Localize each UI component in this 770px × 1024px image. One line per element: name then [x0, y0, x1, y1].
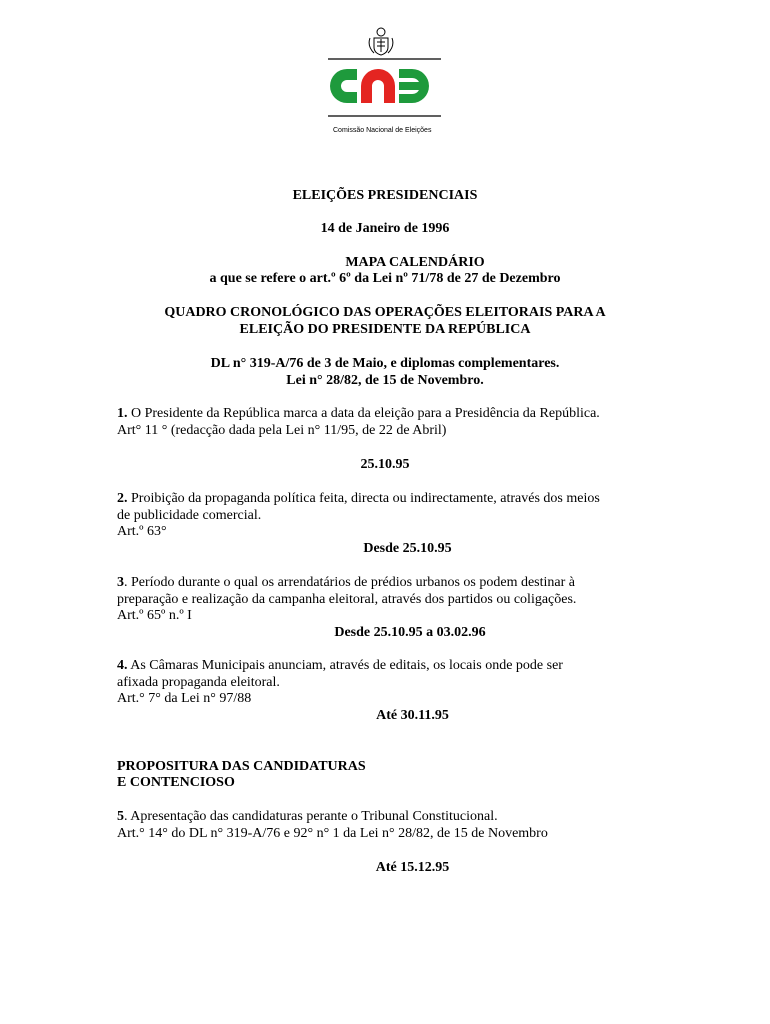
- item-text: . Apresentação das candidaturas perante o Tribunal Constitucional.: [124, 809, 498, 824]
- item-reference: Art.° 7° da Lei n° 97/88: [117, 691, 252, 706]
- quadro-title-line1: QUADRO CRONOLÓGICO DAS OPERAÇÕES ELEITORAIS PARA A: [164, 305, 606, 320]
- item-text: As Câmaras Municipais anunciam, através de editais, os locais onde pode ser: [130, 658, 563, 673]
- item-reference: Art° 11 ° (redacção dada pela Lei n° 11/95, de 22 de Abril): [117, 423, 447, 438]
- item-number: 3: [117, 575, 124, 590]
- item-text: O Presidente da República marca a data da eleição para a Presidência da República.: [131, 406, 600, 421]
- dl-reference-line1: DL n° 319-A/76 de 3 de Maio, e diplomas complementares.: [210, 356, 560, 371]
- item-text: afixada propaganda eleitoral.: [117, 675, 280, 690]
- item-date: Até 15.12.95: [375, 860, 450, 875]
- item-reference: Art.° 14° do DL n° 319-A/76 e 92° n° 1 da Lei n° 28/82, de 15 de Novembro: [117, 826, 548, 841]
- item-number: 4.: [117, 658, 128, 673]
- list-item-3: [117, 574, 575, 591]
- section-heading-line2: E CONTENCIOSO: [117, 775, 235, 790]
- list-item-5: [117, 808, 498, 825]
- quadro-title-line2: ELEIÇÃO DO PRESIDENTE DA REPÚBLICA: [239, 322, 531, 337]
- list-item-2: [117, 490, 600, 507]
- item-reference: Art.º 63°: [117, 524, 167, 539]
- item-text: . Período durante o qual os arrendatários de prédios urbanos os podem destinar à: [124, 575, 575, 590]
- dl-reference-line2: Lei n° 28/82, de 15 de Novembro.: [286, 373, 484, 388]
- section-heading-line1: PROPOSITURA DAS CANDIDATURAS: [117, 759, 366, 774]
- item-date: 25.10.95: [360, 457, 410, 472]
- list-item-4: [117, 657, 563, 674]
- item-reference: Art.º 65º n.º I: [117, 608, 192, 623]
- coat-of-arms-icon: [364, 24, 398, 58]
- item-text: preparação e realização da campanha eleitoral, através dos partidos ou coligações.: [117, 592, 577, 607]
- map-subtitle: a que se refere o art.º 6º da Lei nº 71/78 de 27 de Dezembro: [209, 271, 561, 286]
- item-text: de publicidade comercial.: [117, 508, 262, 523]
- election-date: 14 de Janeiro de 1996: [320, 221, 450, 236]
- item-text: Proibição da propaganda política feita, directa ou indirectamente, através dos meios: [131, 491, 600, 506]
- document-title: ELEIÇÕES PRESIDENCIAIS: [292, 188, 478, 203]
- logo-caption: Comissão Nacional de Eleições: [333, 127, 432, 134]
- item-date: Desde 25.10.95: [363, 541, 452, 556]
- item-date: Desde 25.10.95 a 03.02.96: [334, 625, 486, 640]
- item-number: 2.: [117, 491, 128, 506]
- item-number: 5: [117, 809, 124, 824]
- item-number: 1.: [117, 406, 128, 421]
- list-item-1: [117, 405, 600, 422]
- map-title: MAPA CALENDÁRIO: [345, 255, 485, 270]
- item-date: Até 30.11.95: [376, 708, 449, 723]
